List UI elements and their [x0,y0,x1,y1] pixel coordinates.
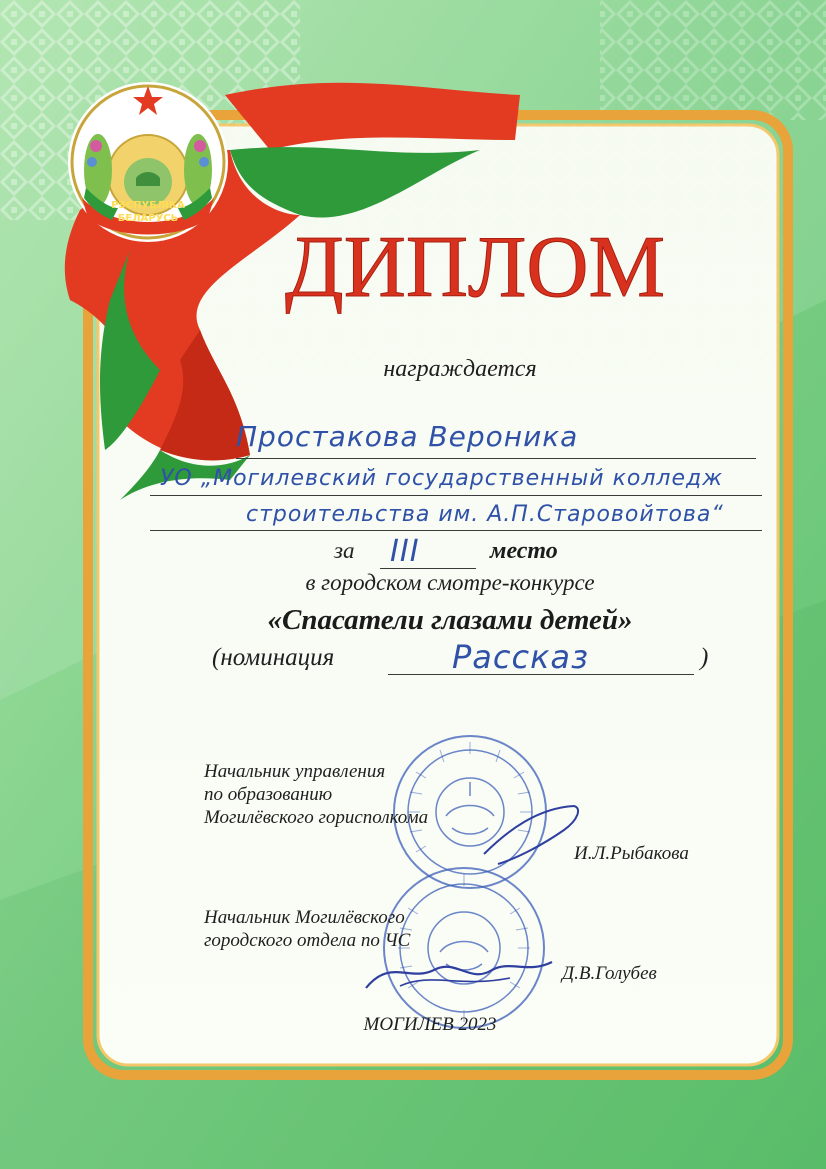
place-row [300,534,620,574]
institution-text-2: строительства им. А.П.Старовойтова“ [246,502,724,527]
signatory-2-name: Д.В.Голубев [562,963,657,984]
contest-line: в городском смотре-конкурсе [305,570,595,595]
signature-golubev [360,948,560,998]
signatory-2-position-line-2: городского отдела по ЧС [204,930,411,951]
place-number-line [380,568,476,569]
nomination-line [388,674,694,675]
signatory-1-name: И.Л.Рыбакова [574,843,689,864]
nomination-close: ) [700,644,709,671]
place-word: место [490,538,558,564]
diploma-title [280,214,670,314]
nomination-value: Рассказ [452,638,590,676]
recipient-line [236,458,756,459]
contest-name: «Спасатели глазами детей» [267,604,633,636]
nomination-label: (номинация [212,644,335,671]
belarus-emblem [62,80,234,245]
recipient-name: Простакова Вероника [236,420,579,453]
footer-city-year: МОГИЛЕВ 2023 [363,1014,497,1035]
emblem-upper-text: РЭСПУБЛІКА [111,200,185,211]
diploma-title-text: ДИПЛОМ [285,219,665,314]
emblem-lower-text: БЕЛАРУСЬ [117,213,179,224]
institution-text-1: УО „Могилевский государственный колледж [160,466,724,491]
signatory-1-position-line-1: Начальник управления [204,761,386,782]
place-prefix: за [334,538,355,563]
signatory-2-position-line-1: Начальник Могилёвского [204,907,405,928]
signatory-2-position [204,906,410,952]
signatory-1-position-line-3: Могилёвского горисполкома [204,807,429,828]
institution-line-1 [150,495,762,496]
signatory-1-position-line-2: по образованию [204,784,333,805]
awarded-label: награждается [383,356,537,382]
signatory-1-position [204,760,428,829]
place-number: III [390,534,420,569]
signature-rybakova [478,800,588,870]
nomination-row [212,638,712,682]
institution-line-2 [150,530,762,531]
